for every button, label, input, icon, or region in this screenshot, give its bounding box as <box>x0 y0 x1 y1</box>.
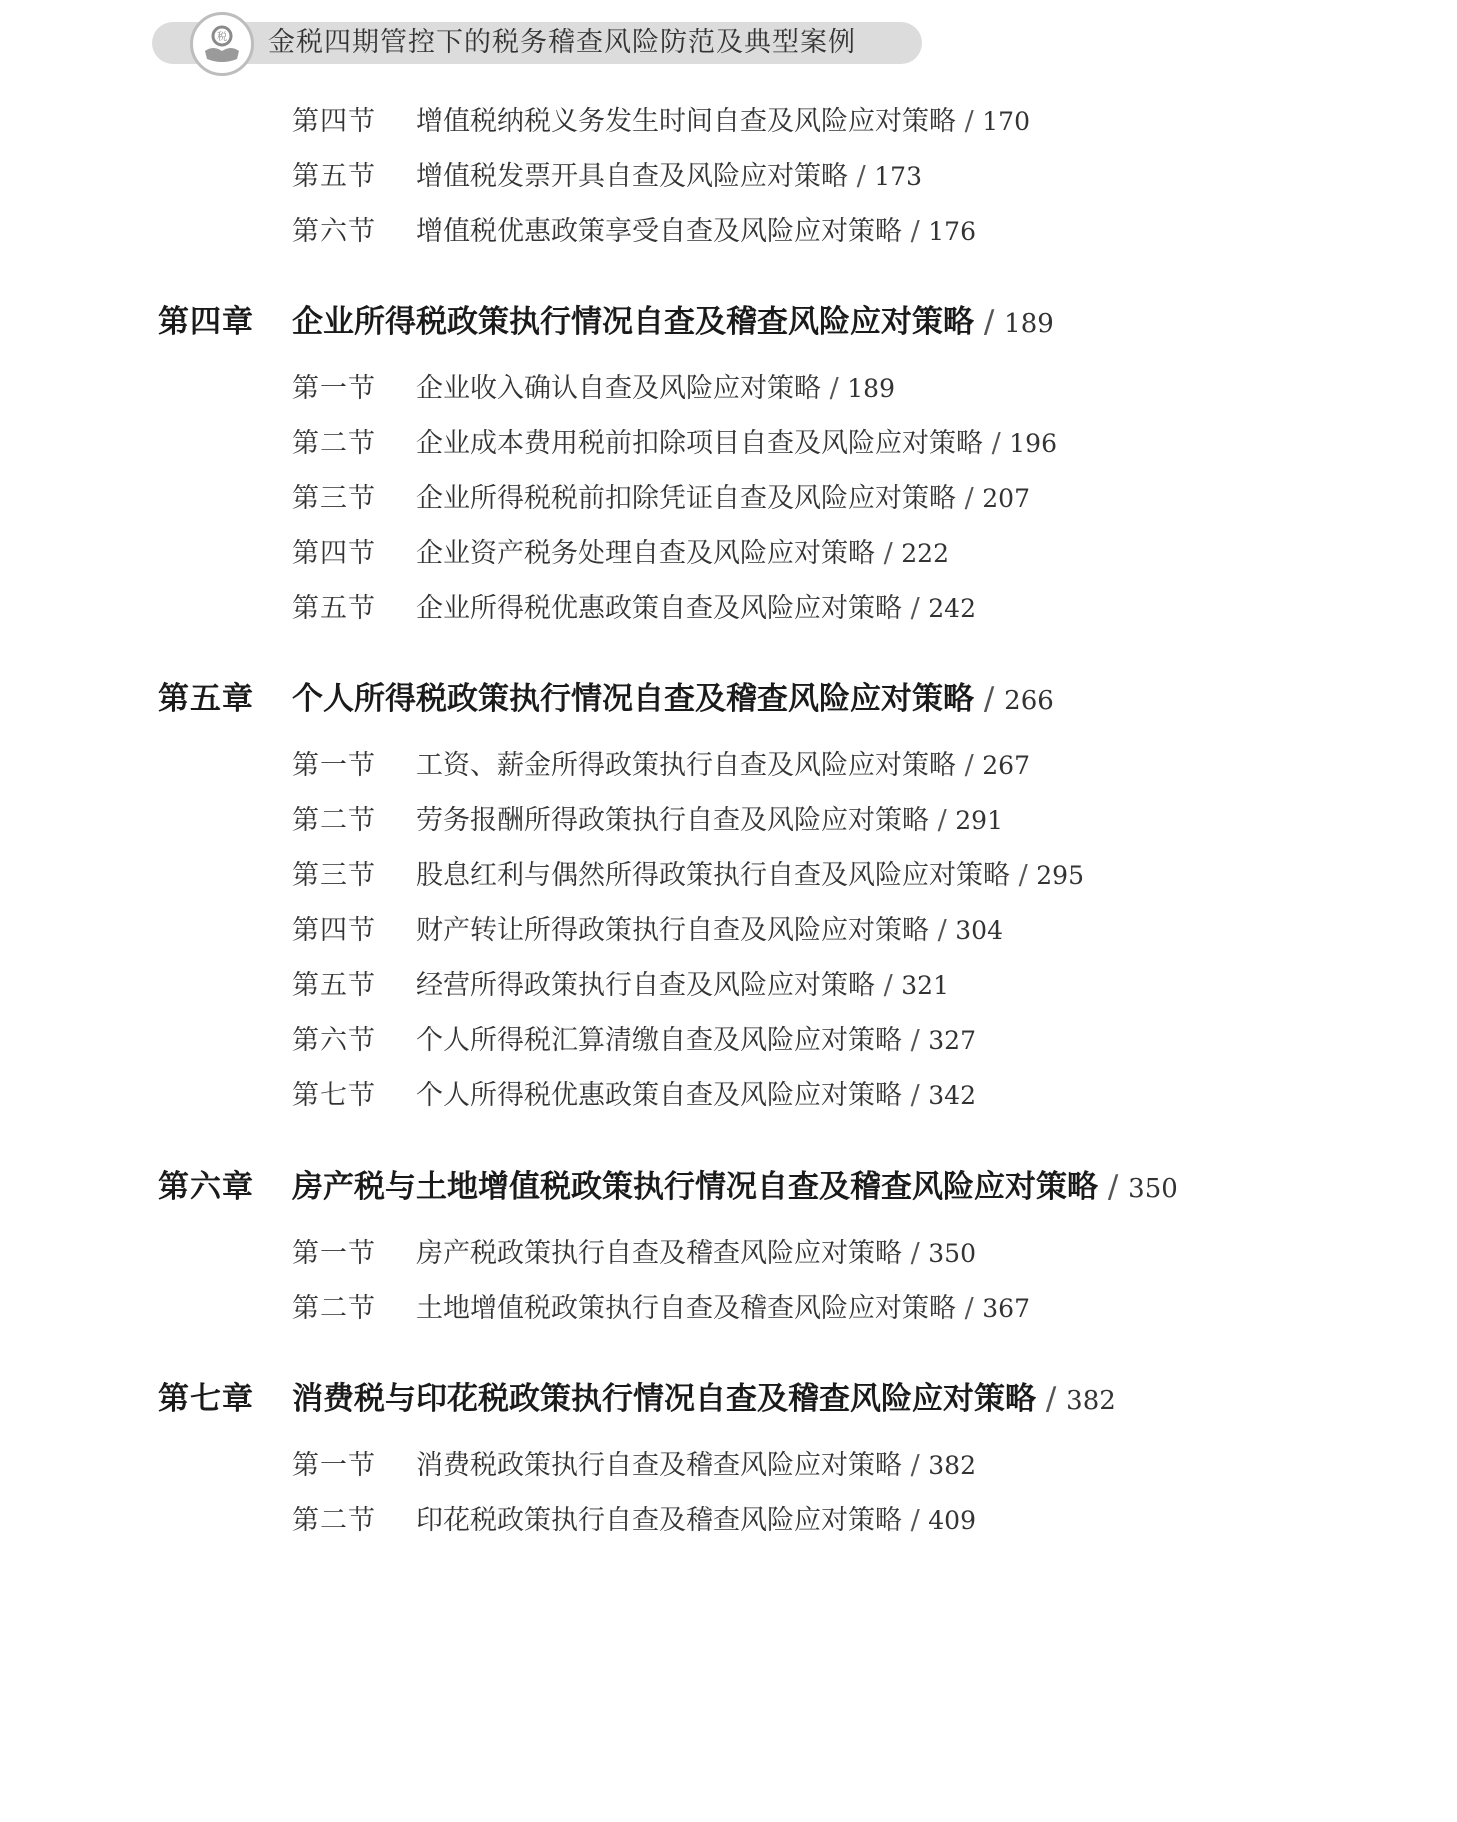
section-number: 第六节 <box>292 1025 376 1056</box>
toc-section-entry[interactable] <box>292 1498 976 1537</box>
toc-section-entry[interactable] <box>292 963 949 1002</box>
toc-section-entry[interactable] <box>292 366 895 405</box>
section-title: 增值税发票开具自查及风险应对策略 <box>416 161 848 192</box>
page-separator: / <box>902 1080 929 1111</box>
page-number: 266 <box>1004 686 1054 716</box>
section-title: 企业成本费用税前扣除项目自查及风险应对策略 <box>416 428 983 459</box>
section-number: 第四节 <box>292 915 376 946</box>
chapter-number: 第七章 <box>158 1381 254 1417</box>
section-title: 经营所得政策执行自查及风险应对策略 <box>416 970 875 1001</box>
page-number: 189 <box>847 374 895 403</box>
page-separator: / <box>821 373 848 404</box>
toc-chapter-entry[interactable] <box>158 296 1054 341</box>
section-number: 第五节 <box>292 593 376 624</box>
toc-section-entry[interactable] <box>292 1443 976 1482</box>
toc-section-entry[interactable] <box>292 99 1030 138</box>
page-number: 196 <box>1009 429 1057 458</box>
chapter-title: 消费税与印花税政策执行情况自查及稽查风险应对策略 <box>292 1381 1036 1417</box>
section-number: 第五节 <box>292 970 376 1001</box>
page-number: 327 <box>928 1026 976 1055</box>
chapter-number: 第四章 <box>158 304 254 340</box>
section-title: 土地增值税政策执行自查及稽查风险应对策略 <box>416 1293 956 1324</box>
page-separator: / <box>974 681 1005 717</box>
toc-section-entry[interactable] <box>292 1018 976 1057</box>
page-separator: / <box>902 1450 929 1481</box>
page-number: 382 <box>928 1451 976 1480</box>
toc-chapter-entry[interactable] <box>158 1161 1178 1206</box>
page-number: 321 <box>901 971 949 1000</box>
page-number: 409 <box>928 1506 976 1535</box>
section-title: 企业所得税税前扣除凭证自查及风险应对策略 <box>416 483 956 514</box>
toc-section-entry[interactable] <box>292 853 1084 892</box>
page-number: 295 <box>1036 861 1084 890</box>
page-separator: / <box>974 304 1005 340</box>
section-title: 消费税政策执行自查及稽查风险应对策略 <box>416 1450 902 1481</box>
page-separator: / <box>929 805 956 836</box>
page-separator: / <box>875 970 902 1001</box>
toc-section-entry[interactable] <box>292 908 1003 947</box>
page-separator: / <box>929 915 956 946</box>
page-separator: / <box>956 483 983 514</box>
chapter-title: 个人所得税政策执行情况自查及稽查风险应对策略 <box>292 681 974 717</box>
section-title: 企业所得税优惠政策自查及风险应对策略 <box>416 593 902 624</box>
section-title: 股息红利与偶然所得政策执行自查及风险应对策略 <box>416 860 1010 891</box>
section-number: 第一节 <box>292 1238 376 1269</box>
page-separator: / <box>1098 1169 1129 1205</box>
section-title: 增值税纳税义务发生时间自查及风险应对策略 <box>416 106 956 137</box>
section-number: 第三节 <box>292 860 376 891</box>
page-separator: / <box>902 593 929 624</box>
section-title: 财产转让所得政策执行自查及风险应对策略 <box>416 915 929 946</box>
toc-chapter-entry[interactable] <box>158 1373 1116 1418</box>
toc-section-entry[interactable] <box>292 421 1057 460</box>
page-number: 242 <box>928 594 976 623</box>
section-title: 个人所得税汇算清缴自查及风险应对策略 <box>416 1025 902 1056</box>
section-title: 增值税优惠政策享受自查及风险应对策略 <box>416 216 902 247</box>
toc-section-entry[interactable] <box>292 1073 976 1112</box>
toc-section-entry[interactable] <box>292 1286 1030 1325</box>
section-title: 工资、薪金所得政策执行自查及风险应对策略 <box>416 750 956 781</box>
page-number: 222 <box>901 539 949 568</box>
page-number: 350 <box>1128 1174 1178 1204</box>
toc-section-entry[interactable] <box>292 743 1030 782</box>
page-number: 304 <box>955 916 1003 945</box>
page-separator: / <box>902 216 929 247</box>
chapter-number: 第五章 <box>158 681 254 717</box>
page-number: 342 <box>928 1081 976 1110</box>
section-number: 第二节 <box>292 1293 376 1324</box>
page-number: 382 <box>1066 1386 1116 1416</box>
section-title: 房产税政策执行自查及稽查风险应对策略 <box>416 1238 902 1269</box>
page-number: 173 <box>874 162 922 191</box>
toc-chapter-entry[interactable] <box>158 673 1054 718</box>
section-number: 第五节 <box>292 161 376 192</box>
section-number: 第二节 <box>292 805 376 836</box>
page-separator: / <box>1036 1381 1067 1417</box>
page-separator: / <box>902 1238 929 1269</box>
chapter-title: 企业所得税政策执行情况自查及稽查风险应对策略 <box>292 304 974 340</box>
tax-hand-logo-icon <box>190 12 254 76</box>
section-title: 印花税政策执行自查及稽查风险应对策略 <box>416 1505 902 1536</box>
svg-text:税: 税 <box>217 32 227 43</box>
section-number: 第四节 <box>292 106 376 137</box>
chapter-number: 第六章 <box>158 1169 254 1205</box>
page-number: 207 <box>982 484 1030 513</box>
page-separator: / <box>1010 860 1037 891</box>
section-number: 第二节 <box>292 1505 376 1536</box>
page-separator: / <box>956 750 983 781</box>
page-separator: / <box>875 538 902 569</box>
toc-section-entry[interactable] <box>292 209 976 248</box>
toc-section-entry[interactable] <box>292 476 1030 515</box>
toc-section-entry[interactable] <box>292 1231 976 1270</box>
page-separator: / <box>848 161 875 192</box>
page-number: 189 <box>1004 309 1054 339</box>
section-number: 第一节 <box>292 1450 376 1481</box>
section-number: 第一节 <box>292 750 376 781</box>
section-number: 第七节 <box>292 1080 376 1111</box>
section-number: 第二节 <box>292 428 376 459</box>
page-number: 170 <box>982 107 1030 136</box>
running-header-title: 金税四期管控下的税务稽查风险防范及典型案例 <box>268 27 856 58</box>
page-number: 267 <box>982 751 1030 780</box>
page-separator: / <box>902 1025 929 1056</box>
toc-section-entry[interactable] <box>292 798 1003 837</box>
page-number: 350 <box>928 1239 976 1268</box>
chapter-title: 房产税与土地增值税政策执行情况自查及稽查风险应对策略 <box>292 1169 1098 1205</box>
toc-section-entry[interactable] <box>292 154 922 193</box>
toc-section-entry[interactable] <box>292 586 976 625</box>
section-title: 个人所得税优惠政策自查及风险应对策略 <box>416 1080 902 1111</box>
page-separator: / <box>902 1505 929 1536</box>
section-title: 劳务报酬所得政策执行自查及风险应对策略 <box>416 805 929 836</box>
page-separator: / <box>956 106 983 137</box>
page-number: 291 <box>955 806 1003 835</box>
page-separator: / <box>956 1293 983 1324</box>
section-number: 第四节 <box>292 538 376 569</box>
section-title: 企业资产税务处理自查及风险应对策略 <box>416 538 875 569</box>
section-number: 第六节 <box>292 216 376 247</box>
page-number: 367 <box>982 1294 1030 1323</box>
section-number: 第三节 <box>292 483 376 514</box>
toc-section-entry[interactable] <box>292 531 949 570</box>
page-number: 176 <box>928 217 976 246</box>
page-separator: / <box>983 428 1010 459</box>
section-number: 第一节 <box>292 373 376 404</box>
section-title: 企业收入确认自查及风险应对策略 <box>416 373 821 404</box>
